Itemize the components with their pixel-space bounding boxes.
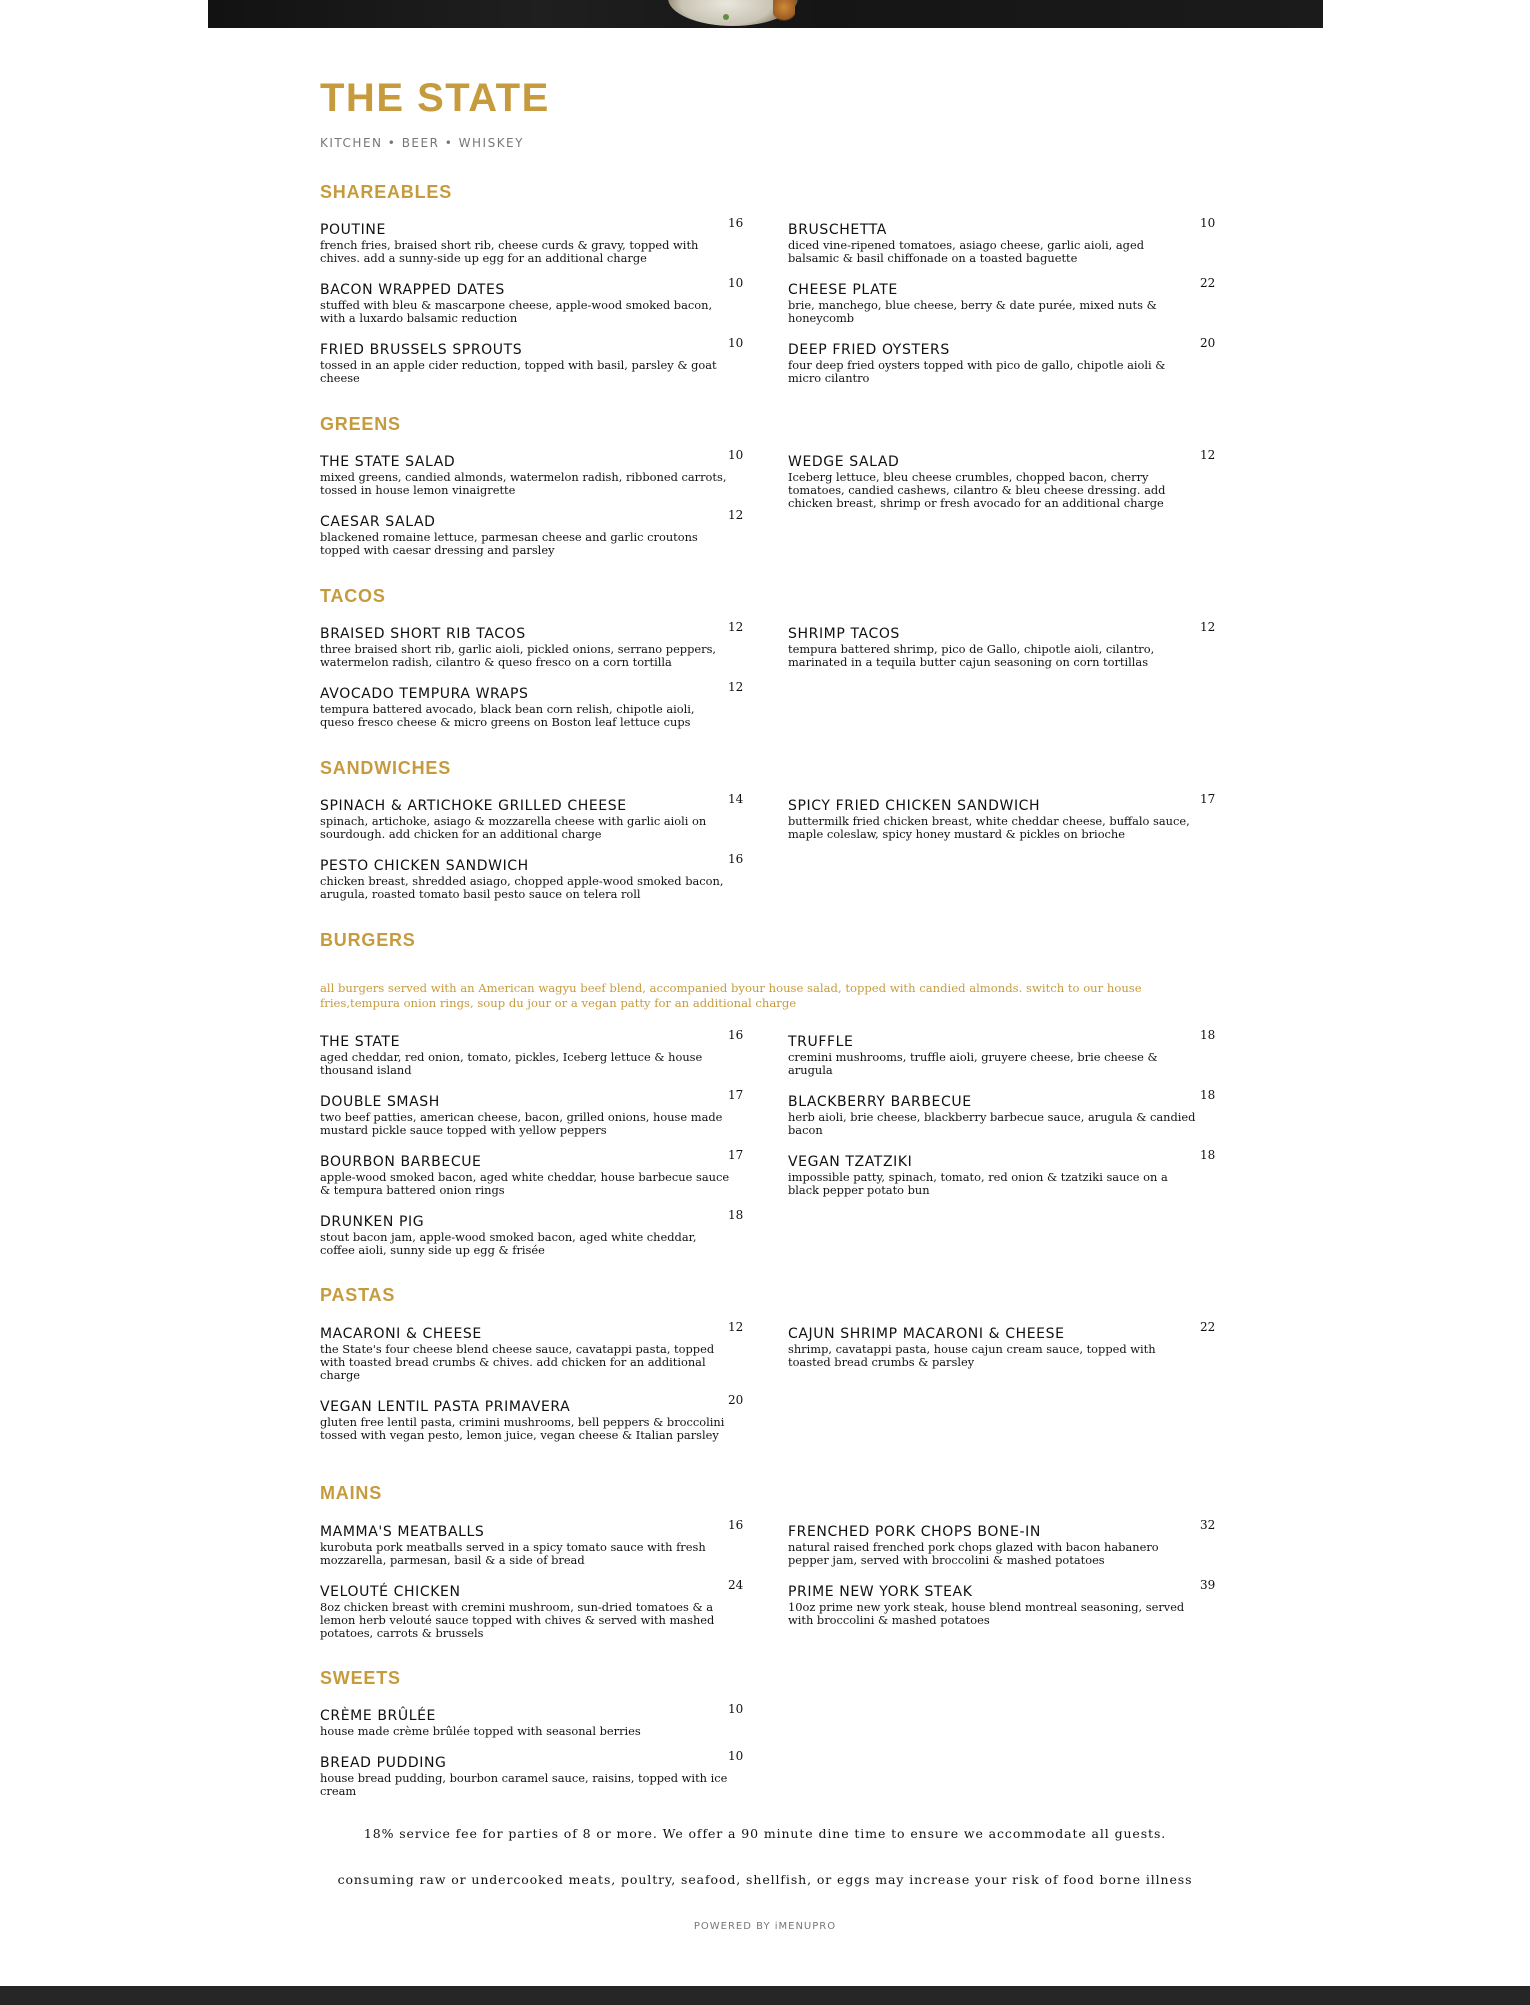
menu-item	[788, 1148, 1216, 1197]
item-description: blackened romaine lettuce, parmesan cheese and garlic croutons topped with caesar dressing and parsley	[320, 530, 698, 557]
item-name: BACON WRAPPED DATES	[320, 282, 505, 298]
item-price: 12	[1200, 448, 1216, 462]
section-title-tacos: TACOS	[320, 586, 386, 606]
item-name: CRÈME BRÛLÉE	[320, 1708, 436, 1724]
item-name: CHEESE PLATE	[788, 282, 898, 298]
garnish-image	[773, 0, 795, 24]
item-price: 22	[1200, 276, 1216, 290]
item-name: AVOCADO TEMPURA WRAPS	[320, 686, 529, 702]
item-price: 18	[1200, 1028, 1216, 1042]
item-name: CAESAR SALAD	[320, 514, 436, 530]
menu-item	[320, 1208, 744, 1257]
menu-item	[788, 448, 1216, 510]
item-price: 22	[1200, 1320, 1216, 1334]
food-safety-warning: consuming raw or undercooked meats, poultry, seafood, shellfish, or eggs may increase your risk of food borne illness	[337, 1872, 1193, 1887]
item-price: 20	[1200, 336, 1216, 350]
item-price: 14	[728, 792, 744, 806]
menu-item	[320, 1320, 744, 1382]
section-title-burgers: BURGERS	[320, 930, 416, 950]
item-name: VELOUTÉ CHICKEN	[320, 1584, 461, 1600]
item-price: 10	[728, 448, 744, 462]
item-price: 17	[728, 1088, 744, 1102]
item-price: 10	[1200, 216, 1216, 230]
menu-item	[320, 620, 744, 669]
hero-banner-image	[208, 0, 1323, 28]
item-description: tempura battered shrimp, pico de Gallo, chipotle aioli, cilantro, marinated in a tequila butter cajun seasoning on corn tortillas	[788, 642, 1155, 669]
menu-item	[320, 1749, 744, 1798]
menu-item	[320, 1393, 744, 1442]
item-description: 8oz chicken breast with cremini mushroom, sun-dried tomatoes & a lemon herb velouté sauce topped with chives & served with mashed potatoes, carrots & brussels	[320, 1600, 715, 1640]
menu-item	[320, 1028, 744, 1077]
item-description: apple-wood smoked bacon, aged white cheddar, house barbecue sauce & tempura battered onion rings	[320, 1170, 730, 1197]
menu-item	[788, 1578, 1216, 1627]
item-name: BLACKBERRY BARBECUE	[788, 1094, 972, 1110]
menu-item	[320, 680, 744, 729]
item-description: three braised short rib, garlic aioli, pickled onions, serrano peppers, watermelon radish, cilantro & queso fresco on a corn tortilla	[320, 642, 717, 669]
item-description: aged cheddar, red onion, tomato, pickles, Iceberg lettuce & house thousand island	[320, 1050, 703, 1077]
item-description: tempura battered avocado, black bean corn relish, chipotle aioli, queso fresco cheese & micro greens on Boston leaf lettuce cups	[320, 702, 695, 729]
item-name: MAMMA'S MEATBALLS	[320, 1524, 485, 1540]
menu-item	[320, 1088, 744, 1137]
menu-item	[788, 792, 1216, 841]
item-description: stout bacon jam, apple-wood smoked bacon, aged white cheddar, coffee aioli, sunny side up egg & frisée	[320, 1230, 697, 1257]
menu-item	[320, 508, 744, 557]
burgers-note: all burgers served with an American wagyu beef blend, accompanied byour house salad, topped with candied almonds. switch to our house fries,tempura onion rings, soup du jour or a vegan patty for an additional charge	[320, 981, 1142, 1010]
menu-item	[320, 1578, 744, 1640]
item-price: 10	[728, 1749, 744, 1763]
item-price: 10	[728, 276, 744, 290]
item-price: 16	[728, 1518, 744, 1532]
item-price: 12	[1200, 620, 1216, 634]
item-price: 16	[728, 216, 744, 230]
section-title-sandwiches: SANDWICHES	[320, 758, 452, 778]
item-name: FRIED BRUSSELS SPROUTS	[320, 342, 523, 358]
item-description: the State's four cheese blend cheese sauce, cavatappi pasta, topped with toasted bread crumbs & chives. add chicken for an additional charge	[320, 1342, 715, 1382]
menu-item	[788, 620, 1216, 669]
item-name: FRENCHED PORK CHOPS BONE-IN	[788, 1524, 1041, 1540]
item-price: 18	[728, 1208, 744, 1222]
item-description: stuffed with bleu & mascarpone cheese, apple-wood smoked bacon, with a luxardo balsamic reduction	[320, 298, 713, 325]
item-description: shrimp, cavatappi pasta, house cajun cream sauce, topped with toasted bread crumbs & parsley	[788, 1342, 1156, 1369]
item-price: 12	[728, 620, 744, 634]
item-name: BRUSCHETTA	[788, 222, 887, 238]
section-title-shareables: SHAREABLES	[320, 182, 453, 202]
item-description: house made crème brûlée topped with seasonal berries	[320, 1724, 641, 1738]
section-title-greens: GREENS	[320, 414, 401, 434]
item-name: WEDGE SALAD	[788, 454, 900, 470]
bottom-bar	[0, 1986, 1530, 2005]
item-name: THE STATE	[320, 1034, 401, 1050]
item-description: herb aioli, brie cheese, blackberry barbecue sauce, arugula & candied bacon	[788, 1110, 1196, 1137]
item-price: 10	[728, 336, 744, 350]
item-description: diced vine-ripened tomatoes, asiago cheese, garlic aioli, aged balsamic & basil chiffonade on a toasted baguette	[788, 238, 1144, 265]
item-price: 32	[1200, 1518, 1216, 1532]
service-fee-note: 18% service fee for parties of 8 or more. We offer a 90 minute dine time to ensure we accommodate all guests.	[363, 1826, 1167, 1841]
item-name: SHRIMP TACOS	[788, 626, 900, 642]
menu-item	[320, 1518, 744, 1567]
item-description: house bread pudding, bourbon caramel sauce, raisins, topped with ice cream	[320, 1771, 728, 1798]
item-name: CAJUN SHRIMP MACARONI & CHEESE	[788, 1326, 1065, 1342]
item-name: DRUNKEN PIG	[320, 1214, 425, 1230]
item-description: gluten free lentil pasta, crimini mushrooms, bell peppers & broccolini tossed with vegan pesto, lemon juice, vegan cheese & Italian parsley	[320, 1415, 725, 1442]
item-description: 10oz prime new york steak, house blend montreal seasoning, served with broccolini & mashed potatoes	[788, 1600, 1185, 1627]
item-description: cremini mushrooms, truffle aioli, gruyere cheese, brie cheese & arugula	[788, 1050, 1158, 1077]
item-price: 10	[728, 1702, 744, 1716]
item-name: PESTO CHICKEN SANDWICH	[320, 858, 529, 874]
menu-item	[788, 1320, 1216, 1369]
menu-item	[788, 1028, 1216, 1077]
item-price: 18	[1200, 1148, 1216, 1162]
item-price: 24	[728, 1578, 744, 1592]
item-name: VEGAN LENTIL PASTA PRIMAVERA	[320, 1399, 571, 1415]
item-name: VEGAN TZATZIKI	[788, 1154, 913, 1170]
menu-item	[320, 448, 744, 497]
item-price: 17	[1200, 792, 1216, 806]
menu-item	[320, 276, 744, 325]
restaurant-tagline: KITCHEN • BEER • WHISKEY	[320, 136, 524, 150]
item-description: mixed greens, candied almonds, watermelon radish, ribboned carrots, tossed in house lemon vinaigrette	[320, 470, 727, 497]
menu-item	[788, 336, 1216, 385]
item-name: SPINACH & ARTICHOKE GRILLED CHEESE	[320, 798, 627, 814]
item-price: 18	[1200, 1088, 1216, 1102]
item-name: BRAISED SHORT RIB TACOS	[320, 626, 526, 642]
item-name: MACARONI & CHEESE	[320, 1326, 482, 1342]
item-description: french fries, braised short rib, cheese curds & gravy, topped with chives. add a sunny-side up egg for an additional charge	[320, 238, 699, 265]
restaurant-title: THE STATE	[320, 76, 550, 120]
menu-item	[788, 1518, 1216, 1567]
section-title-pastas: PASTAS	[320, 1285, 396, 1305]
menu-item	[320, 1702, 744, 1738]
item-name: BREAD PUDDING	[320, 1755, 447, 1771]
item-price: 12	[728, 1320, 744, 1334]
item-description: tossed in an apple cider reduction, topped with basil, parsley & goat cheese	[320, 358, 717, 385]
menu-item	[320, 336, 744, 385]
item-price: 16	[728, 1028, 744, 1042]
powered-by-link[interactable]: POWERED BY iMENUPRO	[693, 1921, 837, 1932]
section-title-mains: MAINS	[320, 1483, 382, 1503]
item-description: kurobuta pork meatballs served in a spicy tomato sauce with fresh mozzarella, parmesan, basil & a side of bread	[320, 1540, 706, 1567]
item-price: 17	[728, 1148, 744, 1162]
item-name: DOUBLE SMASH	[320, 1094, 440, 1110]
menu-item	[320, 1148, 744, 1197]
item-price: 39	[1200, 1578, 1216, 1592]
item-price: 20	[728, 1393, 744, 1407]
item-name: THE STATE SALAD	[320, 454, 456, 470]
item-price: 12	[728, 680, 744, 694]
item-name: TRUFFLE	[788, 1034, 854, 1050]
menu-item	[788, 216, 1216, 265]
item-description: four deep fried oysters topped with pico de gallo, chipotle aioli & micro cilantro	[788, 358, 1166, 385]
item-name: POUTINE	[320, 222, 386, 238]
menu-item	[320, 792, 744, 841]
menu-item	[320, 216, 744, 265]
item-description: brie, manchego, blue cheese, berry & date purée, mixed nuts & honeycomb	[788, 298, 1157, 325]
item-name: DEEP FRIED OYSTERS	[788, 342, 950, 358]
item-name: SPICY FRIED CHICKEN SANDWICH	[788, 798, 1041, 814]
item-price: 16	[728, 852, 744, 866]
menu-item	[788, 276, 1216, 325]
section-title-sweets: SWEETS	[320, 1668, 401, 1688]
item-description: buttermilk fried chicken breast, white cheddar cheese, buffalo sauce, maple coleslaw, spicy honey mustard & pickles on brioche	[788, 814, 1190, 841]
item-name: PRIME NEW YORK STEAK	[788, 1584, 973, 1600]
item-price: 12	[728, 508, 744, 522]
menu-item	[320, 852, 744, 901]
item-description: impossible patty, spinach, tomato, red onion & tzatziki sauce on a black pepper potato bun	[788, 1170, 1168, 1197]
herb-image	[723, 14, 729, 20]
item-description: two beef patties, american cheese, bacon, grilled onions, house made mustard pickle sauce topped with yellow peppers	[320, 1110, 723, 1137]
item-description: spinach, artichoke, asiago & mozzarella cheese with garlic aioli on sourdough. add chicken for an additional charge	[320, 814, 707, 841]
item-description: natural raised frenched pork chops glazed with bacon habanero pepper jam, served with broccolini & mashed potatoes	[788, 1540, 1159, 1567]
item-description: Iceberg lettuce, bleu cheese crumbles, chopped bacon, cherry tomatoes, candied cashews, cilantro & bleu cheese dressing. add chicken breast, shrimp or fresh avocado for an additional charge	[788, 470, 1166, 510]
item-description: chicken breast, shredded asiago, chopped apple-wood smoked bacon, arugula, roasted tomato basil pesto sauce on telera roll	[320, 874, 724, 901]
item-name: BOURBON BARBECUE	[320, 1154, 482, 1170]
menu-item	[788, 1088, 1216, 1137]
